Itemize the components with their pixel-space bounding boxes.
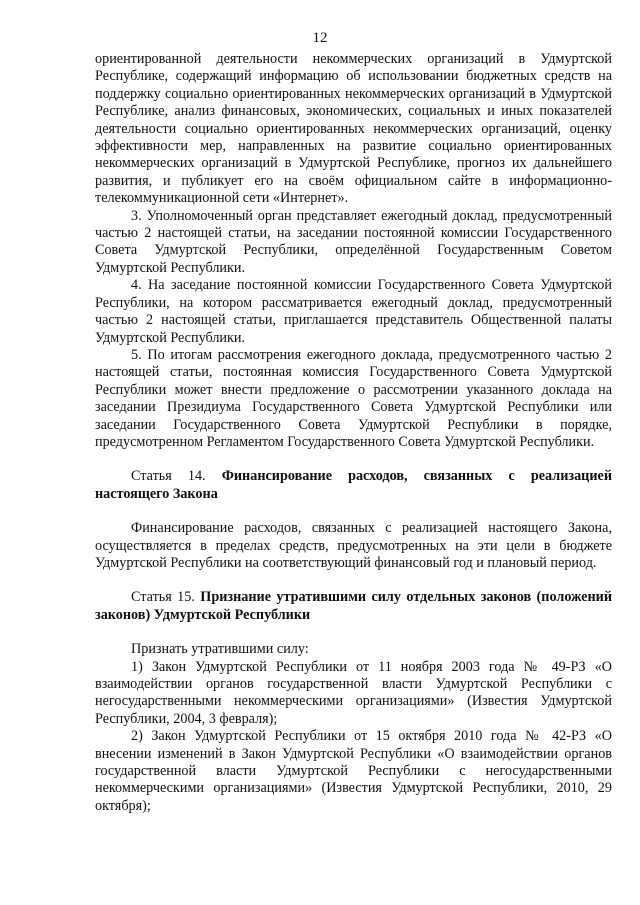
article-15-intro: Признать утратившими силу: [131,641,309,658]
article-15-item-2: 2) Закон Удмуртской Республики от 15 октября 2010 года № 42-РЗ «О внесении изменений в Закон Удмуртской Республики «О взаимодействии органов государственной власти Удмуртской Республики с негосударственными некоммерческими организациями» (Известия Удмуртской Республики, 2010, 29 октября); [95,728,612,814]
article-14-heading [95,468,612,503]
document-body [95,51,612,815]
page-number: 12 [312,30,328,46]
article-14-body: Финансирование расходов, связанных с реализацией настоящего Закона, осуществляется в пределах средств, предусмотренных на эти цели в бюджете Удмуртской Республики на соответствующий финансовый год и плановый период. [95,520,612,571]
paragraph-5: 5. По итогам рассмотрения ежегодного доклада, предусмотренного частью 2 настоящей статьи, постоянная комиссия Государственного Совета Удмуртской Республики может внести предложение о рассмотрении указанного доклада на заседании Президиума Государственного Совета Удмуртской Республики или заседании Государственного Совета Удмуртской Республики в порядке, предусмотренном Регламентом Государственного Совета Удмуртской Республики. [95,346,612,450]
paragraph-continuation: ориентированной деятельности некоммерческих организаций в Удмуртской Республике, содержащий информацию об использовании бюджетных средств на поддержку социально ориентированных некоммерческих организаций в Удмуртской Республике, анализ финансовых, экономических, социальных и иных показателей деятельности социально ориентированных некоммерческих организаций, оценку эффективности мер, направленных на развитие социально ориентированных некоммерческих организаций в Удмуртской Республике, прогноз их дальнейшего развития, и публикует его на своём официальном сайте в информационно-телекоммуникационной сети «Интернет». [95,51,612,207]
article-15-title: Признание утратившими силу отдельных законов (положений законов) Удмуртской Республики [95,589,612,623]
article-14-prefix: Статья 14. [131,468,206,485]
paragraph-4: 4. На заседание постоянной комиссии Государственного Совета Удмуртской Республики, на котором рассматривается ежегодный доклад, предусмотренный частью 2 настоящей статьи, приглашается представитель Общественной палаты Удмуртской Республики. [95,277,612,346]
article-15-item-1: 1) Закон Удмуртской Республики от 11 ноября 2003 года № 49-РЗ «О взаимодействии органов государственной власти Удмуртской Республики с негосударственными некоммерческими организациями» (Известия Удмуртской Республики, 2004, 3 февраля); [95,658,612,727]
article-14-title: Финансирование расходов, связанных с реализацией настоящего Закона [95,468,612,502]
spacer [95,503,612,520]
spacer [95,572,612,589]
paragraph-3: 3. Уполномоченный орган представляет ежегодный доклад, предусмотренный частью 2 настоящей статьи, на заседании постоянной комиссии Государственного Совета Удмуртской Республики, определённой Государственным Советом Удмуртской Республики. [95,207,612,276]
spacer [95,451,612,468]
article-15-heading [95,589,612,624]
article-15-prefix: Статья 15. [131,589,195,606]
spacer [95,624,612,641]
